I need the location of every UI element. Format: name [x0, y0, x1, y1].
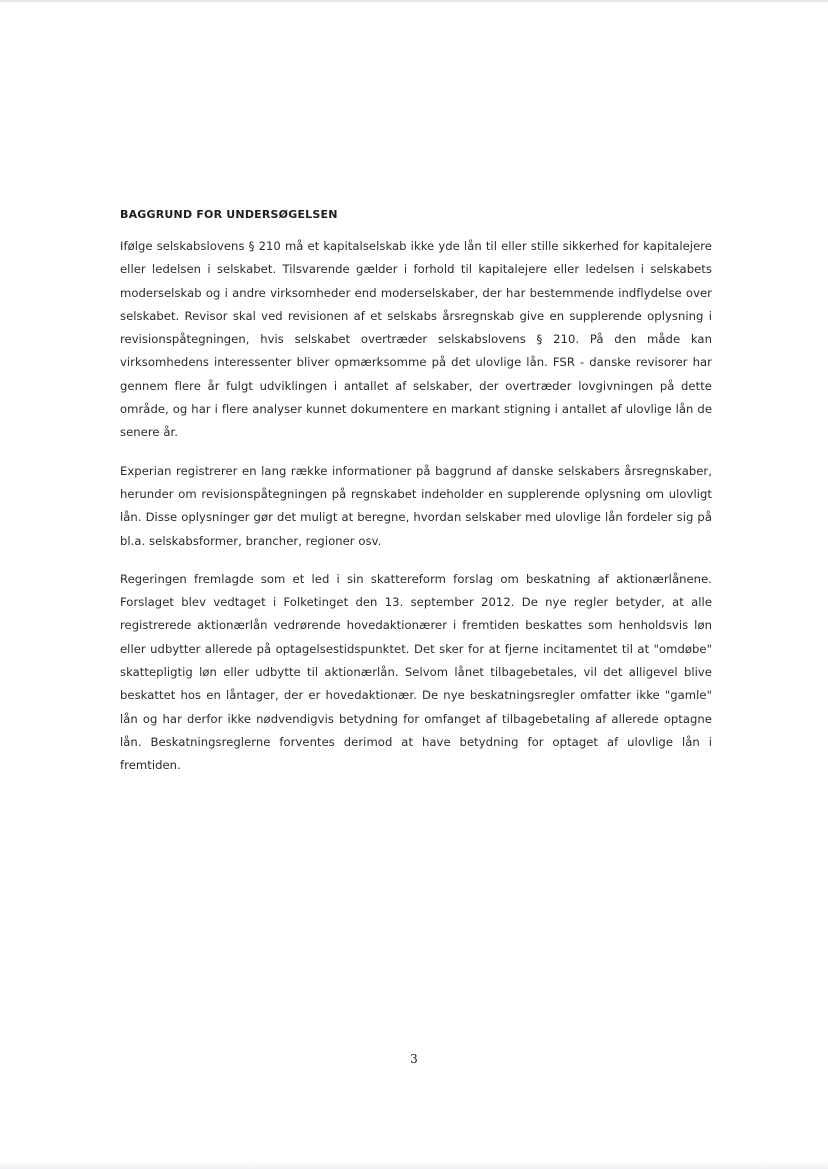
paragraph-legal-background: Ifølge selskabslovens § 210 må et kapitalselskab ikke yde lån til eller stille sikkerhed for kapitalejere eller ledelsen i selskabet. Tilsvarende gælder i forhold til kapitalejere eller ledelsen i selskabets moderselskab og i andre virksomheder end moderselskaber, der har bestemmende indflydelse over selskabet. Revisor skal ved revisionen af et selskabs årsregnskab give en supplerende oplysning i revisionspåtegningen, hvis selskabet overtræder selskabslovens § 210. På den måde kan virksomhedens interessenter bliver opmærksomme på det ulovlige lån. FSR - danske revisorer har gennem flere år fulgt udviklingen i antallet af selskaber, der overtræder lovgivningen på dette område, og har i flere analyser kunnet dokumentere en markant stigning i antallet af ulovlige lån de senere år. — [120, 239, 712, 440]
scan-edge-top — [0, 0, 828, 2]
scan-edge-bottom — [0, 1161, 828, 1169]
document-body — [120, 208, 712, 793]
paragraph-tax-reform: Regeringen fremlagde som et led i sin skattereform forslag om beskatning af aktionærlånene. Forslaget blev vedtaget i Folketinget den 13. september 2012. De nye regler betyder, at alle registrerede aktionærlån vedrørende hovedaktionærer i fremtiden beskattes som henholdsvis løn eller udbytter allerede på optagelsestidspunktet. Det sker for at fjerne incitamentet til at "omdøbe" skattepligtig løn eller udbytte til aktionærlån. Selvom lånet tilbagebetales, vil det alligevel blive beskattet hos en låntager, der er hovedaktionær. De nye beskatningsregler omfatter ikke "gamle" lån og har derfor ikke nødvendigvis betydning for omfanget af tilbagebetaling af allerede optagne lån. Beskatningsreglerne forventes derimod at have betydning for optaget af ulovlige lån i fremtiden. — [120, 571, 712, 773]
page-number: 3 — [410, 1052, 418, 1066]
paragraph-experian-data: Experian registrerer en lang række informationer på baggrund af danske selskabers årsregnskaber, herunder om revisionspåtegningen på regnskabet indeholder en supplerende oplysning om ulovligt lån. Disse oplysninger gør det muligt at beregne, hvordan selskaber med ulovlige lån fordeler sig på bl.a. selskabsformer, brancher, regioner osv. — [120, 463, 712, 548]
section-heading: BAGGRUND FOR UNDERSØGELSEN — [120, 208, 338, 221]
